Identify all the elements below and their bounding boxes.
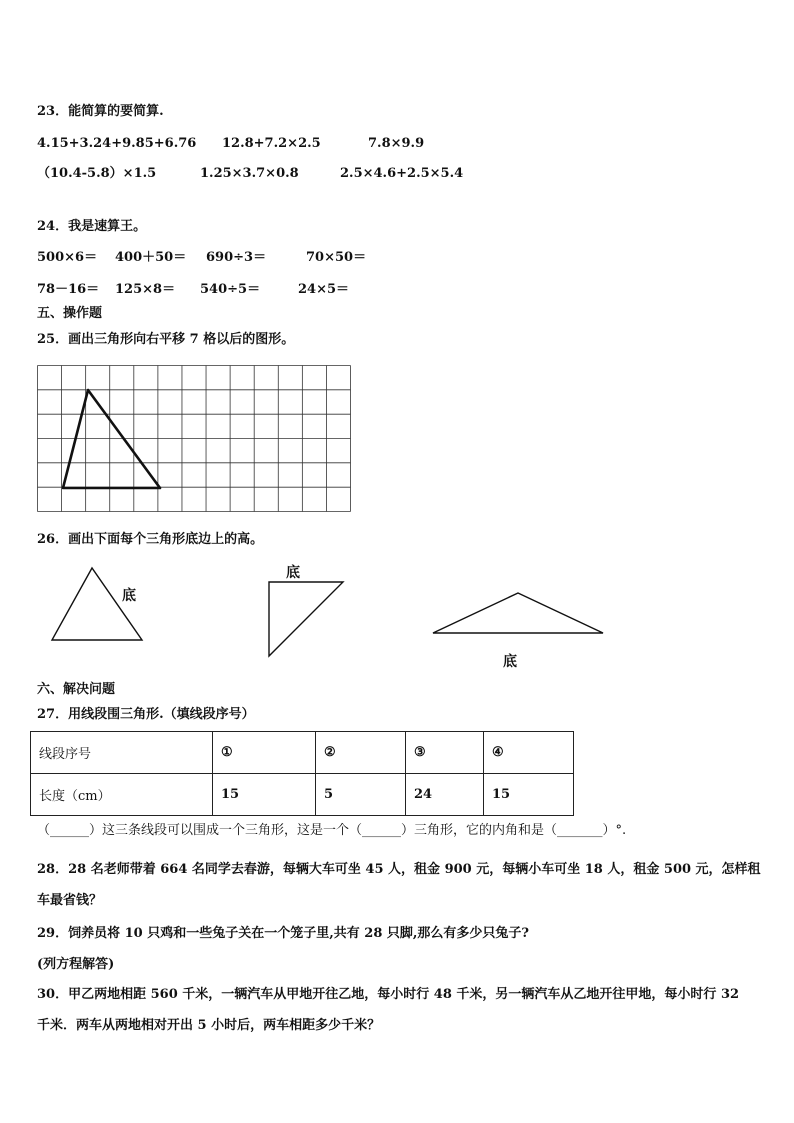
- q24-calc-2: 400＋50＝: [115, 250, 187, 265]
- q24-title: 24．我是速算王。: [37, 219, 147, 234]
- q24-calc-1: 500×6＝: [37, 250, 98, 265]
- q24-calc-8: 24×5＝: [298, 282, 350, 297]
- q23-title: 23．能简算的要简算.: [37, 104, 164, 119]
- q27-fill-blanks: （______）这三条线段可以围成一个三角形，这是一个（______）三角形，它的内角和是（_______）°.: [37, 823, 627, 838]
- section-6-heading: 六、解决问题: [37, 682, 116, 697]
- q24-calc-5: 78－16＝: [37, 282, 100, 297]
- table-cell: ②: [316, 732, 406, 774]
- base-label-3: 底: [503, 654, 517, 670]
- table-cell: ①: [213, 732, 316, 774]
- triangle-1: [52, 568, 142, 640]
- q30-line-1: 30．甲乙两地相距 560 千米，一辆汽车从甲地开往乙地，每小时行 48 千米，另一辆汽车从乙地开往甲地，每小时行 32: [37, 987, 740, 1002]
- triangle-3: [433, 593, 603, 633]
- table-cell: 5: [316, 774, 406, 816]
- q23-expr-2: 12.8+7.2×2.5: [222, 136, 321, 151]
- section-5-heading: 五、操作题: [37, 306, 103, 321]
- table-cell: 24: [406, 774, 484, 816]
- segment-table: [30, 731, 574, 816]
- table-cell: ④: [484, 732, 574, 774]
- q23-expr-6: 2.5×4.6+2.5×5.4: [340, 166, 464, 181]
- q24-calc-4: 70×50＝: [306, 250, 367, 265]
- q23-expr-5: 1.25×3.7×0.8: [200, 166, 299, 181]
- q23-expr-4: （10.4-5.8）×1.5: [37, 166, 157, 181]
- q29-line-2: (列方程解答): [37, 957, 115, 972]
- q27-title: 27．用线段围三角形.（填线段序号）: [37, 707, 255, 722]
- table-row: [31, 732, 574, 774]
- q24-calc-6: 125×8＝: [115, 282, 176, 297]
- q28-line-2: 车最省钱？: [37, 893, 103, 908]
- q23-expr-3: 7.8×9.9: [368, 136, 425, 151]
- q23-expr-1: 4.15+3.24+9.85+6.76: [37, 136, 197, 151]
- table-cell: 15: [213, 774, 316, 816]
- base-label-2: 底: [286, 565, 300, 581]
- table-cell: 长度（cm）: [31, 774, 213, 816]
- q26-title: 26．画出下面每个三角形底边上的高。: [37, 532, 264, 547]
- q29-line-1: 29．饲养员将 10 只鸡和一些兔子关在一个笼子里,共有 28 只脚,那么有多少只兔子?: [37, 926, 530, 941]
- triangle-shape: [63, 390, 160, 488]
- q24-calc-7: 540÷5＝: [200, 282, 261, 297]
- translation-grid: [37, 365, 351, 512]
- table-cell: 15: [484, 774, 574, 816]
- q24-calc-3: 690÷3＝: [206, 250, 267, 265]
- q28-line-1: 28．28 名老师带着 664 名同学去春游，每辆大车可坐 45 人，租金 900 元，每辆小车可坐 18 人，租金 500 元，怎样租: [37, 862, 761, 877]
- triangles-figure: [0, 560, 794, 670]
- q30-line-2: 千米．两车从两地相对开出 5 小时后，两车相距多少千米？: [37, 1018, 381, 1033]
- grid-lines: [38, 366, 351, 512]
- base-label-1: 底: [122, 588, 136, 604]
- table-cell: 线段序号: [31, 732, 213, 774]
- table-cell: ③: [406, 732, 484, 774]
- q25-title: 25．画出三角形向右平移 7 格以后的图形。: [37, 332, 295, 347]
- triangle-2: [269, 582, 343, 656]
- table-row: [31, 774, 574, 816]
